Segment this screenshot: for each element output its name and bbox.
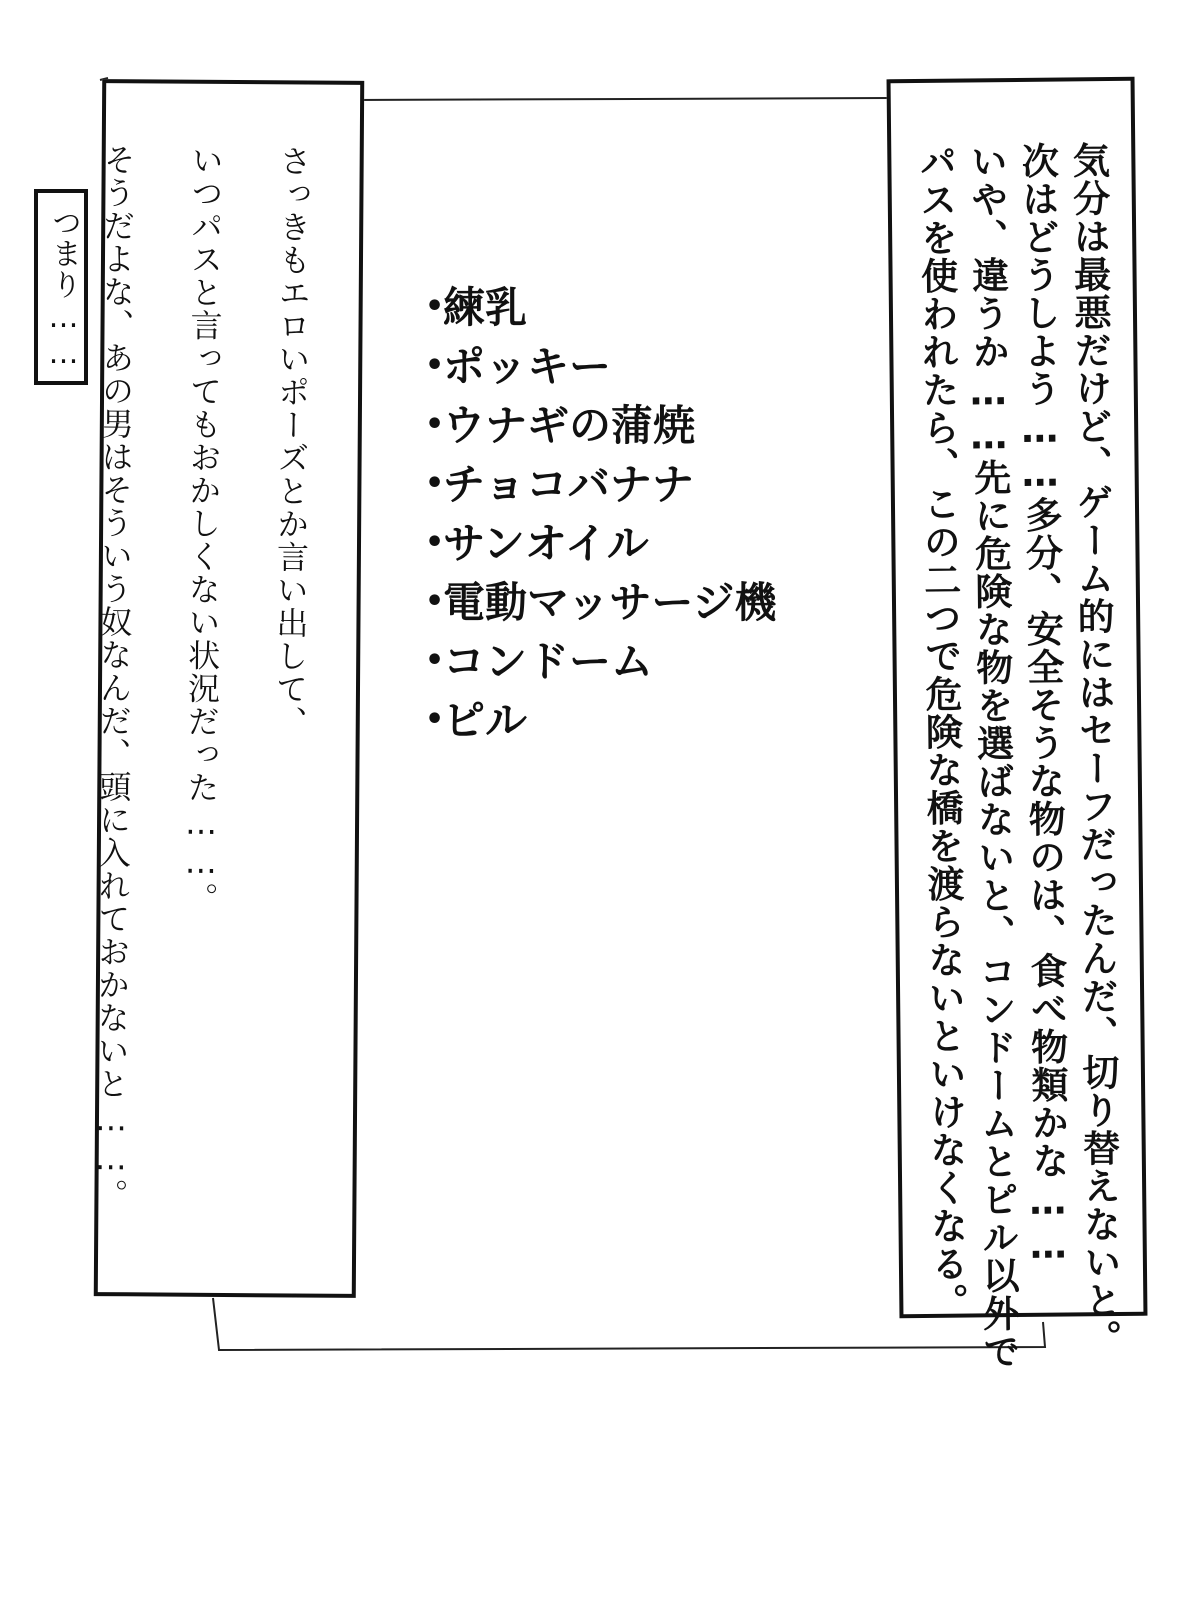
caption-text-right <box>909 141 1126 1371</box>
list-item <box>425 455 776 514</box>
caption-left-line: さっきもエロいポーズとか言い出して、 <box>270 144 313 739</box>
bullet-icon: • <box>425 525 445 560</box>
bullet-icon: • <box>425 584 445 619</box>
caption-text-left <box>66 143 337 1213</box>
bullet-icon: • <box>425 702 445 737</box>
list-item <box>425 691 776 750</box>
bullet-icon: • <box>425 466 445 501</box>
list-item-label: サンオイル <box>443 519 649 568</box>
list-item-label: コンドーム <box>443 637 654 686</box>
bullet-icon: • <box>425 289 445 324</box>
caption-left-line: そうだよな、あの男はそういう奴なんだ、頭に入れておかないと……。 <box>91 143 137 1212</box>
caption-right-line: 気分は最悪だけど、ゲーム的にはセーフだったんだ、切り替えないと。 <box>1066 141 1122 1358</box>
list-item <box>425 278 776 337</box>
caption-left-line: いつパスと言ってもおかしくない状況だった……。 <box>181 143 225 915</box>
caption-box-left <box>91 79 364 1298</box>
list-item <box>425 573 776 632</box>
list-item-label: 電動マッサージ機 <box>443 578 777 627</box>
list-item <box>425 396 776 455</box>
caption-text-small: つまり…… <box>46 207 81 372</box>
bullet-icon: • <box>425 407 445 442</box>
list-item <box>425 514 776 573</box>
list-item <box>425 632 776 691</box>
list-item <box>425 337 776 396</box>
caption-box-right <box>887 77 1148 1371</box>
caption-right-line: いや、違うか……先に危険な物を選ばないと、コンドームとピル以外で <box>964 142 1021 1371</box>
caption-right-line: パスを使われたら、この二つで危険な橋を渡らないといけなくなる。 <box>913 142 969 1321</box>
item-list <box>425 278 776 750</box>
caption-right-line: 次はどうしよう……多分、安全そうな物のは、食べ物類かな…… <box>1015 141 1070 1268</box>
list-item-label: チョコバナナ <box>443 460 694 509</box>
list-item-label: ピル <box>443 696 528 745</box>
bullet-icon: • <box>425 348 445 383</box>
list-item-label: 練乳 <box>443 283 528 332</box>
list-item-label: ウナギの蒲焼 <box>443 401 696 450</box>
list-item-label: ポッキー <box>443 342 612 391</box>
bullet-icon: • <box>425 643 445 678</box>
